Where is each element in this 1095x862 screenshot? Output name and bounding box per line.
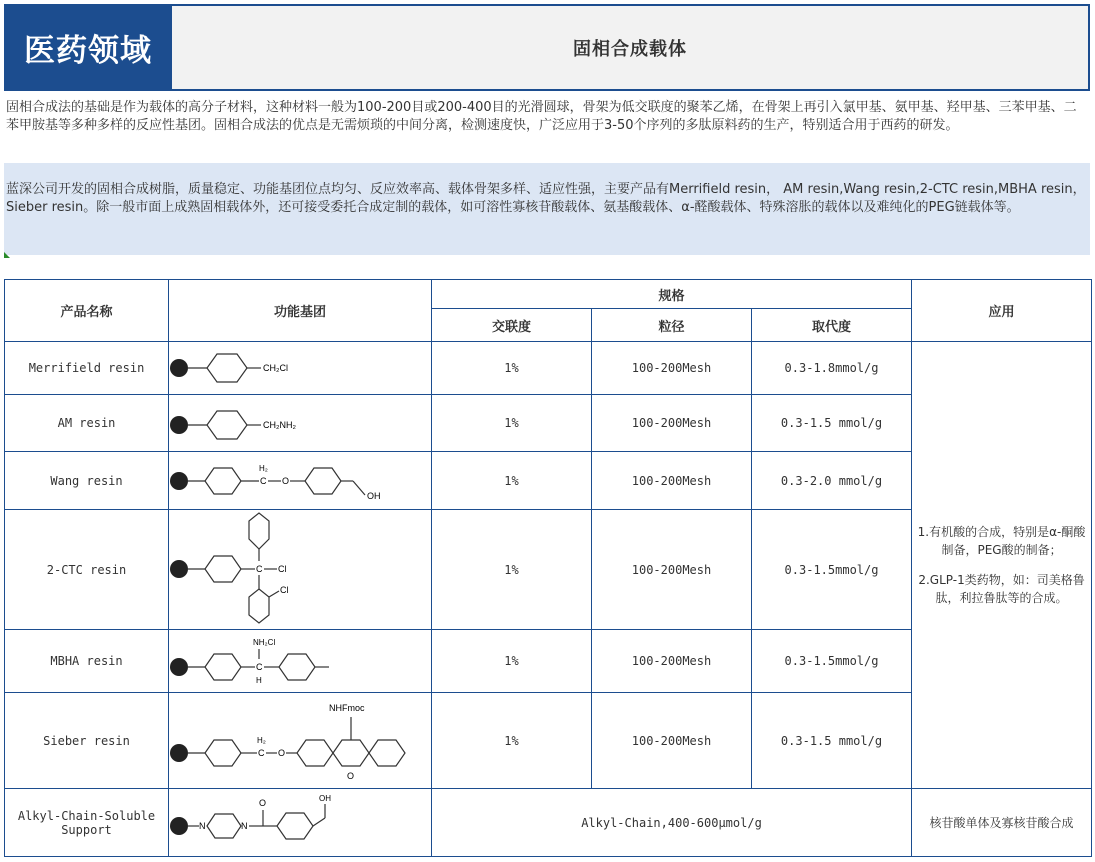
header-substitution: 取代度 xyxy=(752,309,912,342)
label-o: O xyxy=(259,797,267,808)
substitution-value: 0.3-2.0 mmol/g xyxy=(752,452,912,510)
application-line-1: 1.有机酸的合成，特别是α-酮酸制备，PEG酸的制备； xyxy=(917,525,1086,557)
header-particle-size: 粒径 xyxy=(592,309,752,342)
substitution-value: 0.3-1.5 mmol/g xyxy=(752,693,912,789)
label-o: O xyxy=(278,747,286,758)
corner-marker xyxy=(4,252,10,258)
label-h: H xyxy=(256,676,262,685)
substitution-value: 0.3-1.5 mmol/g xyxy=(752,395,912,452)
header-functional-group: 功能基团 xyxy=(169,280,432,342)
header-application: 应用 xyxy=(912,280,1092,342)
label-c: C xyxy=(258,747,265,758)
crosslink-value: 1% xyxy=(432,693,592,789)
structure-2ctc xyxy=(169,510,432,630)
label-cl: Cl xyxy=(278,563,287,574)
crosslink-value: 1% xyxy=(432,342,592,395)
label-o2: O xyxy=(347,770,355,781)
product-name: Merrifield resin xyxy=(5,342,169,395)
alkyl-spec: Alkyl-Chain,400-600μmol/g xyxy=(432,789,912,857)
application-shared xyxy=(912,342,1092,789)
product-name: Sieber resin xyxy=(5,693,169,789)
product-name: Wang resin xyxy=(5,452,169,510)
particle-value: 100-200Mesh xyxy=(592,693,752,789)
label-c: C xyxy=(260,475,267,486)
header-crosslink: 交联度 xyxy=(432,309,592,342)
product-name: Alkyl-Chain-Soluble Support xyxy=(5,789,169,857)
product-table xyxy=(4,279,1092,857)
header-spec: 规格 xyxy=(432,280,912,309)
label-oh: OH xyxy=(367,490,381,501)
product-name: 2-CTC resin xyxy=(5,510,169,630)
crosslink-value: 1% xyxy=(432,452,592,510)
structure-am xyxy=(169,395,432,452)
crosslink-value: 1% xyxy=(432,395,592,452)
structure-mbha xyxy=(169,630,432,693)
intro-paragraph-2: 蓝深公司开发的固相合成树脂，质量稳定、功能基团位点均匀、反应效率高、载体骨架多样、适应性强，主要产品有Merrifield resin， AM resin,Wang resin,2-CTC resin,MBHA resin， Sieber resin。除一般市面上成熟固相载体外，还可接受委托合成定制的载体，如可溶性寡核苷酸载体、氨基酸载体、α-醛酸载体、特殊溶胀的载体以及难纯化的PEG链载体等。 xyxy=(4,163,1090,255)
table-row xyxy=(5,789,1092,857)
crosslink-value: 1% xyxy=(432,630,592,693)
brand-title: 医药领域 xyxy=(6,6,170,89)
particle-value: 100-200Mesh xyxy=(592,395,752,452)
substitution-value: 0.3-1.8mmol/g xyxy=(752,342,912,395)
structure-alkyl-chain xyxy=(169,789,432,857)
particle-value: 100-200Mesh xyxy=(592,510,752,630)
label-h2: H₂ xyxy=(259,463,268,473)
header-product-name: 产品名称 xyxy=(5,280,169,342)
crosslink-value: 1% xyxy=(432,510,592,630)
label-h2: H₂ xyxy=(257,735,266,745)
label-c: C xyxy=(256,662,263,672)
page-title: 固相合成载体 xyxy=(170,6,1088,89)
label-cl2: Cl xyxy=(280,584,289,595)
product-name: MBHA resin xyxy=(5,630,169,693)
label-n1: N xyxy=(199,820,206,831)
substitution-value: 0.3-1.5mmol/g xyxy=(752,510,912,630)
substitution-value: 0.3-1.5mmol/g xyxy=(752,630,912,693)
label-nhfmoc: NHFmoc xyxy=(329,702,365,713)
structure-sieber xyxy=(169,693,432,789)
product-name: AM resin xyxy=(5,395,169,452)
intro-paragraph-1: 固相合成法的基础是作为载体的高分子材料，这种材料一般为100-200目或200-400目的光滑圆球，骨架为低交联度的聚苯乙烯，在骨架上再引入氯甲基、氨甲基、羟甲基、三苯甲基、二苯甲胺基等多种多样的反应性基团。固相合成法的优点是无需烦琐的中间分离，检测速度快，广泛应用于3-50个序列的多肽原料药的生产，特别适合用于西药的研发。 xyxy=(6,100,1077,133)
particle-value: 100-200Mesh xyxy=(592,342,752,395)
page-header xyxy=(4,4,1090,91)
particle-value: 100-200Mesh xyxy=(592,630,752,693)
structure-wang xyxy=(169,452,432,510)
alkyl-application: 核苷酸单体及寡核苷酸合成 xyxy=(912,789,1092,857)
structure-merrifield xyxy=(169,342,432,395)
label-nh2cl: NH₂Cl xyxy=(253,638,276,647)
label-oh: OH xyxy=(319,793,331,803)
label-ch2cl: CH₂Cl xyxy=(263,363,288,373)
label-c: C xyxy=(256,563,263,574)
label-ch2nh2: CH₂NH₂ xyxy=(263,420,296,430)
particle-value: 100-200Mesh xyxy=(592,452,752,510)
label-n2: N xyxy=(241,820,248,831)
application-line-2: 2.GLP-1类药物，如：司美格鲁肽，利拉鲁肽等的合成。 xyxy=(918,573,1085,605)
table-row xyxy=(5,342,1092,395)
label-o: O xyxy=(282,475,290,486)
